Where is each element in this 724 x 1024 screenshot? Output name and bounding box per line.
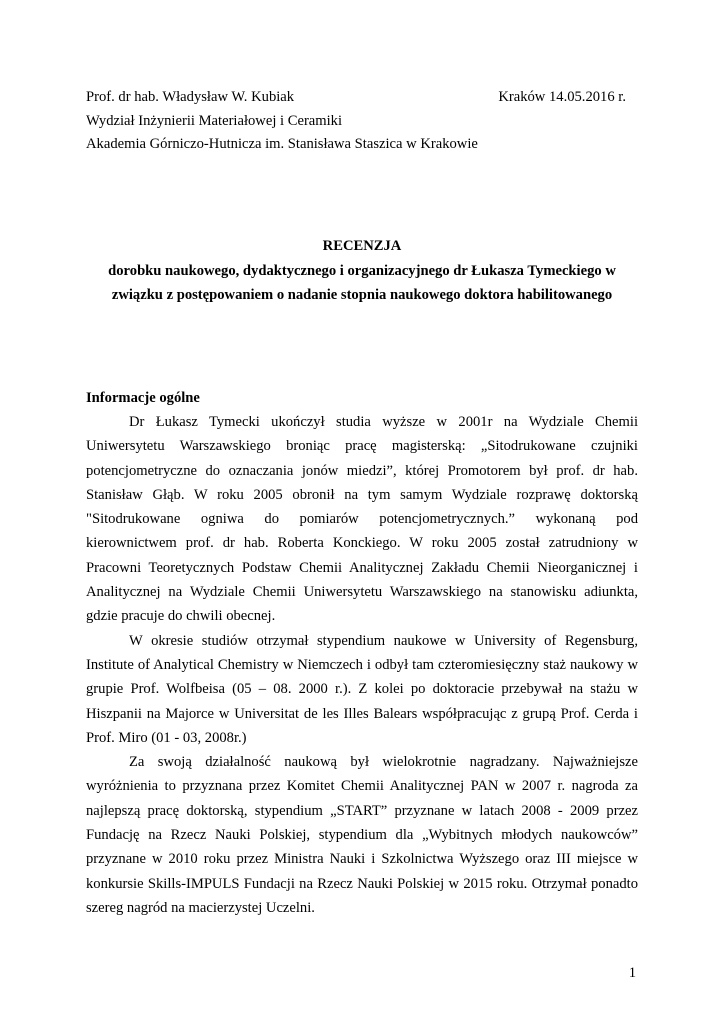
section-heading: Informacje ogólne xyxy=(86,390,200,406)
text-line: Hiszpanii na Majorce w Universitat de les Illes Balears współpracując z grupą Prof. Cerda i xyxy=(86,705,638,722)
text-line: wyróżnienia to przyznana przez Komitet Chemii Analitycznej PAN w 2007 r. nagroda za xyxy=(86,778,638,795)
text-line: Za swoją działalność naukową był wielokrotnie nagradzany. Najważniejsze xyxy=(129,754,638,771)
text-line: przyznane w 2010 roku przez Ministra Nauki i Szkolnictwa Wyższego oraz III miejsce w xyxy=(86,851,638,868)
text-line: Prof. Miro (01 - 03, 2008r.) xyxy=(86,729,247,746)
title-heading: RECENZJA xyxy=(322,238,402,254)
university-name: Akademia Górniczo-Hutnicza im. Stanisława Staszica w Krakowie xyxy=(86,136,478,153)
review-title xyxy=(86,234,638,308)
author-name: Prof. dr hab. Władysław W. Kubiak xyxy=(86,89,295,105)
text-line: grupie Prof. Wolfbeisa (05 – 08. 2000 r.). Z kolei po doktoracie przebywał na stażu w xyxy=(86,681,638,698)
text-line: gdzie pracuje do chwili obecnej. xyxy=(86,608,276,625)
title-line-2: związku z postępowaniem o nadanie stopnia naukowego doktora habilitowanego xyxy=(111,287,613,303)
text-line: Analitycznej na Wydziale Chemii Uniwersytetu Warszawskiego na stanowisku adiunkta, xyxy=(86,584,638,601)
letter-header xyxy=(86,86,626,157)
text-line: Pracowni Teoretycznych Podstaw Chemii Analitycznej Zakładu Chemii Nieorganicznej i xyxy=(86,559,638,576)
text-line: Fundację na Rzecz Nauki Polskiej, stypendium dla „Wybitnych młodych naukowców” xyxy=(86,827,638,844)
text-line: Stanisław Głąb. W roku 2005 obronił na tym samym Wydziale rozprawę doktorską xyxy=(86,486,638,503)
faculty-name: Wydział Inżynierii Materiałowej i Ceramiki xyxy=(86,112,343,129)
text-line: kierownictwem prof. dr hab. Roberta Konckiego. W roku 2005 został zatrudniony w xyxy=(86,535,638,552)
text-line: najlepszą pracę doktorską, stypendium „START” przyznane w latach 2008 - 2009 przez xyxy=(86,802,638,819)
body-text xyxy=(86,410,638,920)
header-top-row xyxy=(86,86,626,110)
paragraph-3 xyxy=(86,750,638,920)
paragraph-1 xyxy=(86,410,638,629)
text-line: Dr Łukasz Tymecki ukończył studia wyższe w 2001r na Wydziale Chemii xyxy=(129,414,638,430)
text-line: Uniwersytetu Warszawskiego broniąc pracę magisterską: „Sitodrukowane czujniki xyxy=(86,438,638,455)
text-line: konkursie Skills-IMPULS Fundacji na Rzecz Nauki Polskiej w 2015 roku. Otrzymał ponadto xyxy=(86,875,638,892)
title-line-1: dorobku naukowego, dydaktycznego i organizacyjnego dr Łukasza Tymeckiego w xyxy=(108,262,616,279)
text-line: Institute of Analytical Chemistry w Niemczech i odbył tam czteromiesięczny staż naukowy w xyxy=(86,656,638,673)
text-line: "Sitodrukowane ogniwa do pomiarów potencjometrycznych.” wykonaną pod xyxy=(86,511,638,528)
paragraph-2 xyxy=(86,629,638,750)
place-date: Kraków 14.05.2016 r. xyxy=(498,89,626,105)
text-line: szereg nagród na macierzystej Uczelni. xyxy=(86,899,315,916)
page-number: 1 xyxy=(628,965,636,981)
text-line: W okresie studiów otrzymał stypendium naukowe w University of Regensburg, xyxy=(129,632,638,649)
text-line: potencjometryczne do oznaczania jonów miedzi”, której Promotorem był prof. dr hab. xyxy=(86,462,638,479)
